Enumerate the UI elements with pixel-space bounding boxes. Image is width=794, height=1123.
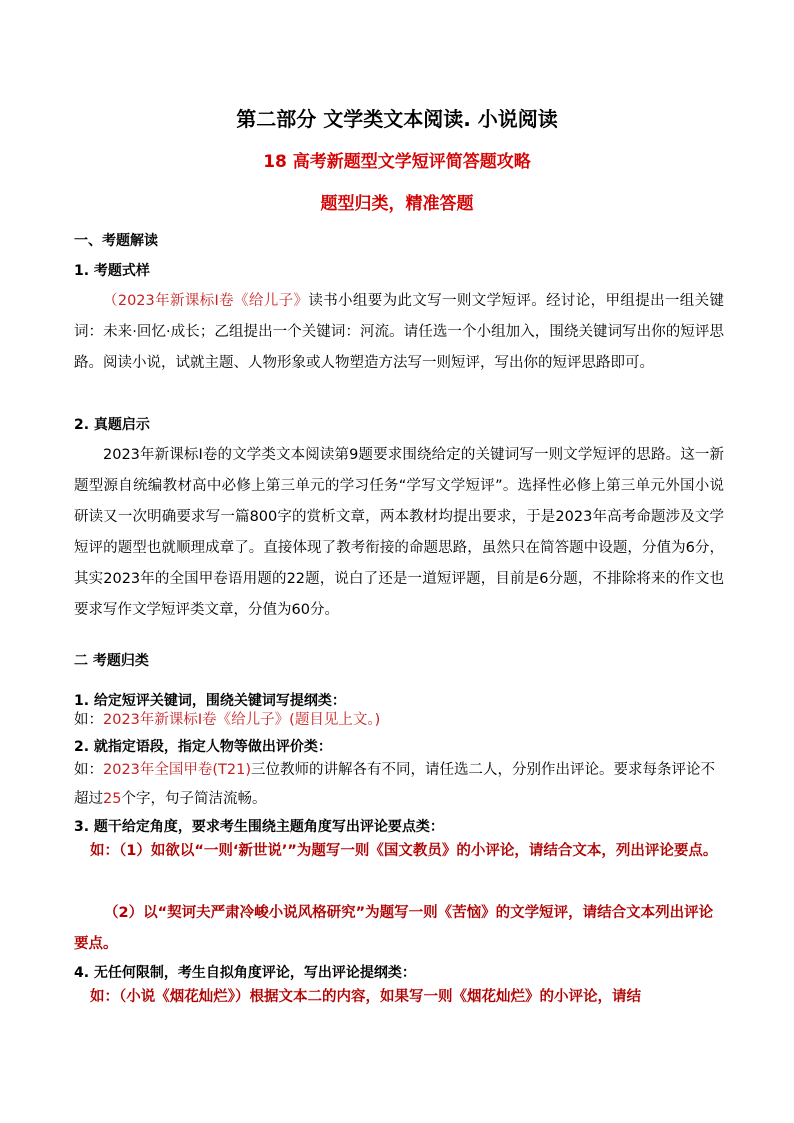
category4-heading: 4. 无任何限制，考生自拟角度评论，写出评论提纲类： — [74, 965, 416, 981]
category2-heading: 2. 就指定语段，指定人物等做出评价类： — [74, 739, 332, 755]
category1-heading: 1. 给定短评关键词，围绕关键词写提纲类： — [74, 693, 346, 709]
category1-example — [74, 706, 724, 735]
chapter-tagline: 题型归类，精准答题 — [320, 194, 474, 214]
category1-prefix: 如： — [74, 712, 103, 728]
category2-text: 三位教师的讲解各有不同，请任选二人，分别作出评论。要求每条评论不超过 — [74, 762, 716, 807]
category3-heading: 3. 题干给定角度，要求考生围绕主题角度写出评论要点类： — [74, 819, 444, 835]
category2-source: 2023年全国甲卷(T21) — [103, 762, 252, 778]
item1-paragraph — [74, 286, 724, 379]
category2-example — [74, 756, 724, 814]
category4-example: 如：（小说《烟花灿烂》）根据文本二的内容，如果写一则《烟花灿烂》的小评论，请结 — [90, 989, 641, 1005]
section2-heading: 二 考题归类 — [74, 653, 149, 669]
category2-text2: 个字，句子简洁流畅。 — [121, 791, 267, 807]
section1-heading: 一、考题解读 — [74, 233, 158, 249]
category2-prefix: 如： — [74, 762, 103, 778]
item2-heading: 2. 真题启示 — [74, 417, 150, 433]
item1-source: （2023年新课标Ⅰ卷《给儿子》 — [103, 293, 309, 309]
category3-example1: 如：（1）如欲以“一则‘新世说’”为题写一则《国文教员》的小评论，请结合文本，列出评论要点。 — [90, 843, 718, 859]
category2-limit: 25 — [103, 791, 122, 807]
category1-source: 2023年新课标Ⅰ卷《给儿子》(题目见上文。) — [103, 712, 381, 728]
page-title: 第二部分 文学类文本阅读. 小说阅读 — [236, 107, 558, 131]
chapter-subtitle: 18 高考新题型文学短评简答题攻略 — [263, 152, 531, 172]
item1-heading: 1. 考题式样 — [74, 263, 150, 279]
item1-text: 读书小组要为此文写一则文学短评。经讨论，甲组提出一组关键词：未来·回忆·成长；乙组提出一个关键词：河流。请任选一个小组加入，围绕关键词写出你的短评思路。阅读小说，试就主题、人物形象或人物塑造方法写一则短评，写出你的短评思路即可。 — [74, 293, 725, 371]
category3-example2: （2）以“契诃夫严肃冷峻小说风格研究”为题写一则《苦恼》的文学短评，请结合文本列出评论要点。 — [74, 905, 714, 952]
item2-paragraph: 2023年新课标Ⅰ卷的文学类文本阅读第9题要求围绕给定的关键词写一则文学短评的思路。这一新题型源自统编教材高中必修上第三单元的学习任务“学写文学短评”。选择性必修上第三单元外国小说研读又一次明确要求写一篇800字的赏析文章，两本教材均提出要求，于是2023年高考命题涉及文学短评的题型也就顺理成章了。直接体现了教考衔接的命题思路，虽然只在简答题中设题，分值为6分，其实2023年的全国甲卷语用题的22题，说白了还是一道短评题，目前是6分题，不排除将来的作文也要求写作文学短评类文章，分值为60分。 — [74, 447, 724, 618]
